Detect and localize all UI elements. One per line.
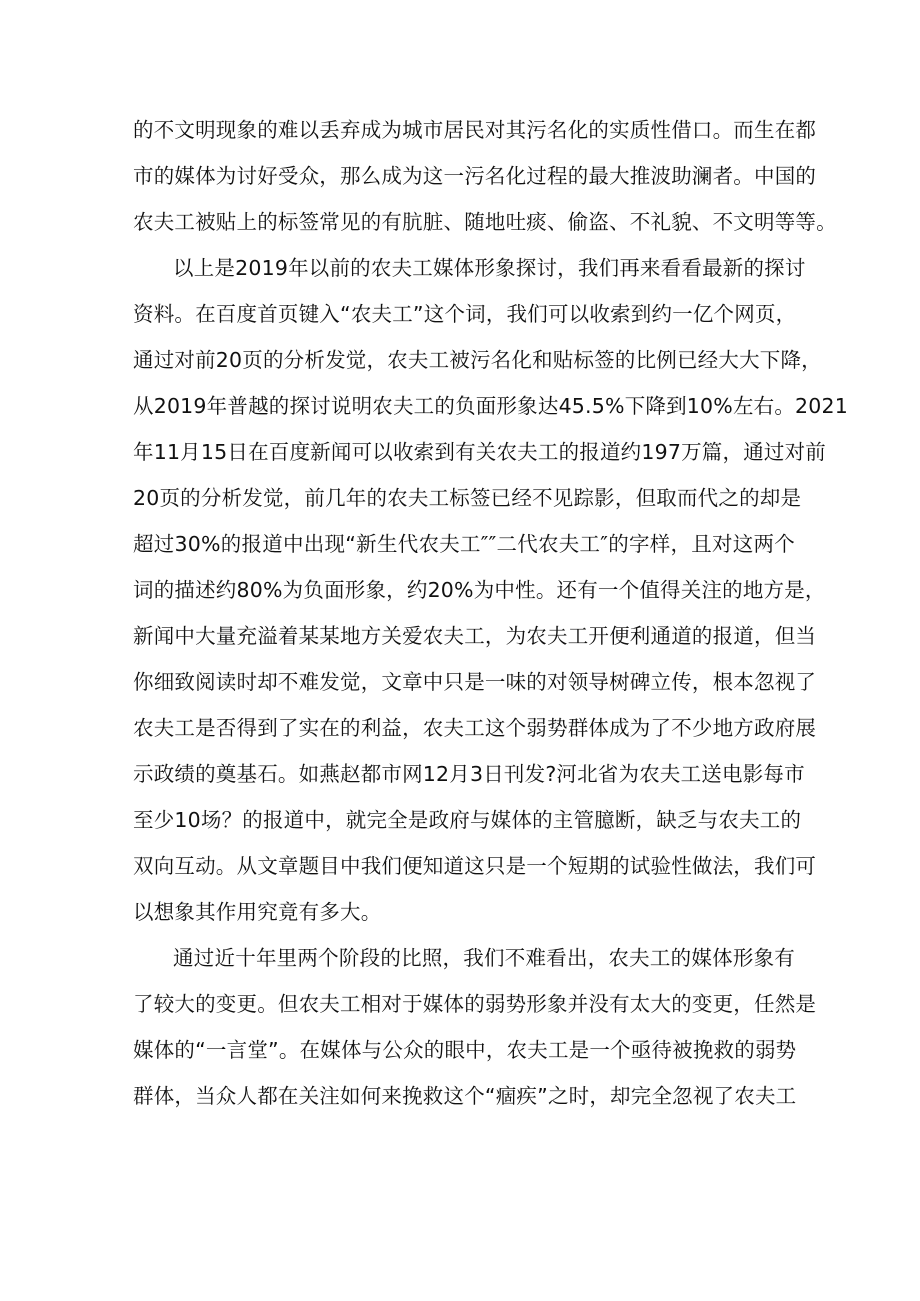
text-line: 通过对前20页的分析发觉，农夫工被污名化和贴标签的比例已经大大下降， bbox=[133, 348, 822, 372]
text-line: 双向互动。从文章题目中我们便知道这只是一个短期的试验性做法，我们可 bbox=[133, 854, 817, 878]
text-line: 词的描述约80%为负面形象，约20%为中性。还有一个值得关注的地方是， bbox=[133, 578, 826, 602]
paragraph-start-line: 以上是2019年以前的农夫工媒体形象探讨，我们再来看看最新的探讨 bbox=[173, 256, 806, 280]
text-line: 示政绩的奠基石。如燕赵都市网12月3日刊发?河北省为农夫工送电影每市 bbox=[133, 762, 805, 786]
text-line: 至少10场？的报道中，就完全是政府与媒体的主管臆断，缺乏与农夫工的 bbox=[133, 808, 802, 832]
text-line: 了较大的变更。但农夫工相对于媒体的弱势形象并没有太大的变更，任然是 bbox=[133, 992, 817, 1016]
text-line: 你细致阅读时却不难发觉，文章中只是一味的对领导树碑立传，根本忽视了 bbox=[133, 670, 817, 694]
text-line: 媒体的“一言堂”。在媒体与公众的眼中，农夫工是一个亟待被挽救的弱势 bbox=[133, 1038, 797, 1062]
paragraph-end-line: 以想象其作用究竟有多大。 bbox=[133, 900, 382, 924]
text-line: 从2019年普越的探讨说明农夫工的负面形象达45.5%下降到10%左右。2021 bbox=[133, 394, 849, 418]
text-line: 20页的分析发觉，前几年的农夫工标签已经不见踪影，但取而代之的却是 bbox=[133, 486, 802, 510]
text-line: 市的媒体为讨好受众，那么成为这一污名化过程的最大推波助澜者。中国的 bbox=[133, 164, 817, 188]
text-line: 的不文明现象的难以丢弃成为城市居民对其污名化的实质性借口。而生在都 bbox=[133, 118, 817, 142]
text-line: 资料。在百度首页键入“农夫工”这个词，我们可以收索到约一亿个网页， bbox=[133, 302, 797, 326]
text-line: 农夫工是否得到了实在的利益，农夫工这个弱势群体成为了不少地方政府展 bbox=[133, 716, 817, 740]
paragraph-start-line: 通过近十年里两个阶段的比照，我们不难看出，农夫工的媒体形象有 bbox=[173, 946, 795, 970]
text-line: 超过30%的报道中出现“新生代农夫工″″二代农夫工″的字样，且对这两个 bbox=[133, 532, 795, 556]
text-line: 年11月15日在百度新闻可以收索到有关农夫工的报道约197万篇，通过对前 bbox=[133, 440, 826, 464]
text-line: 群体，当众人都在关注如何来挽救这个“痼疾”之时，却完全忽视了农夫工 bbox=[133, 1084, 797, 1108]
text-line: 农夫工被贴上的标签常见的有肮脏、随地吐痰、偷盗、不礼貌、不文明等等。 bbox=[133, 210, 837, 234]
text-line: 新闻中大量充溢着某某地方关爱农夫工，为农夫工开便利通道的报道，但当 bbox=[133, 624, 817, 648]
